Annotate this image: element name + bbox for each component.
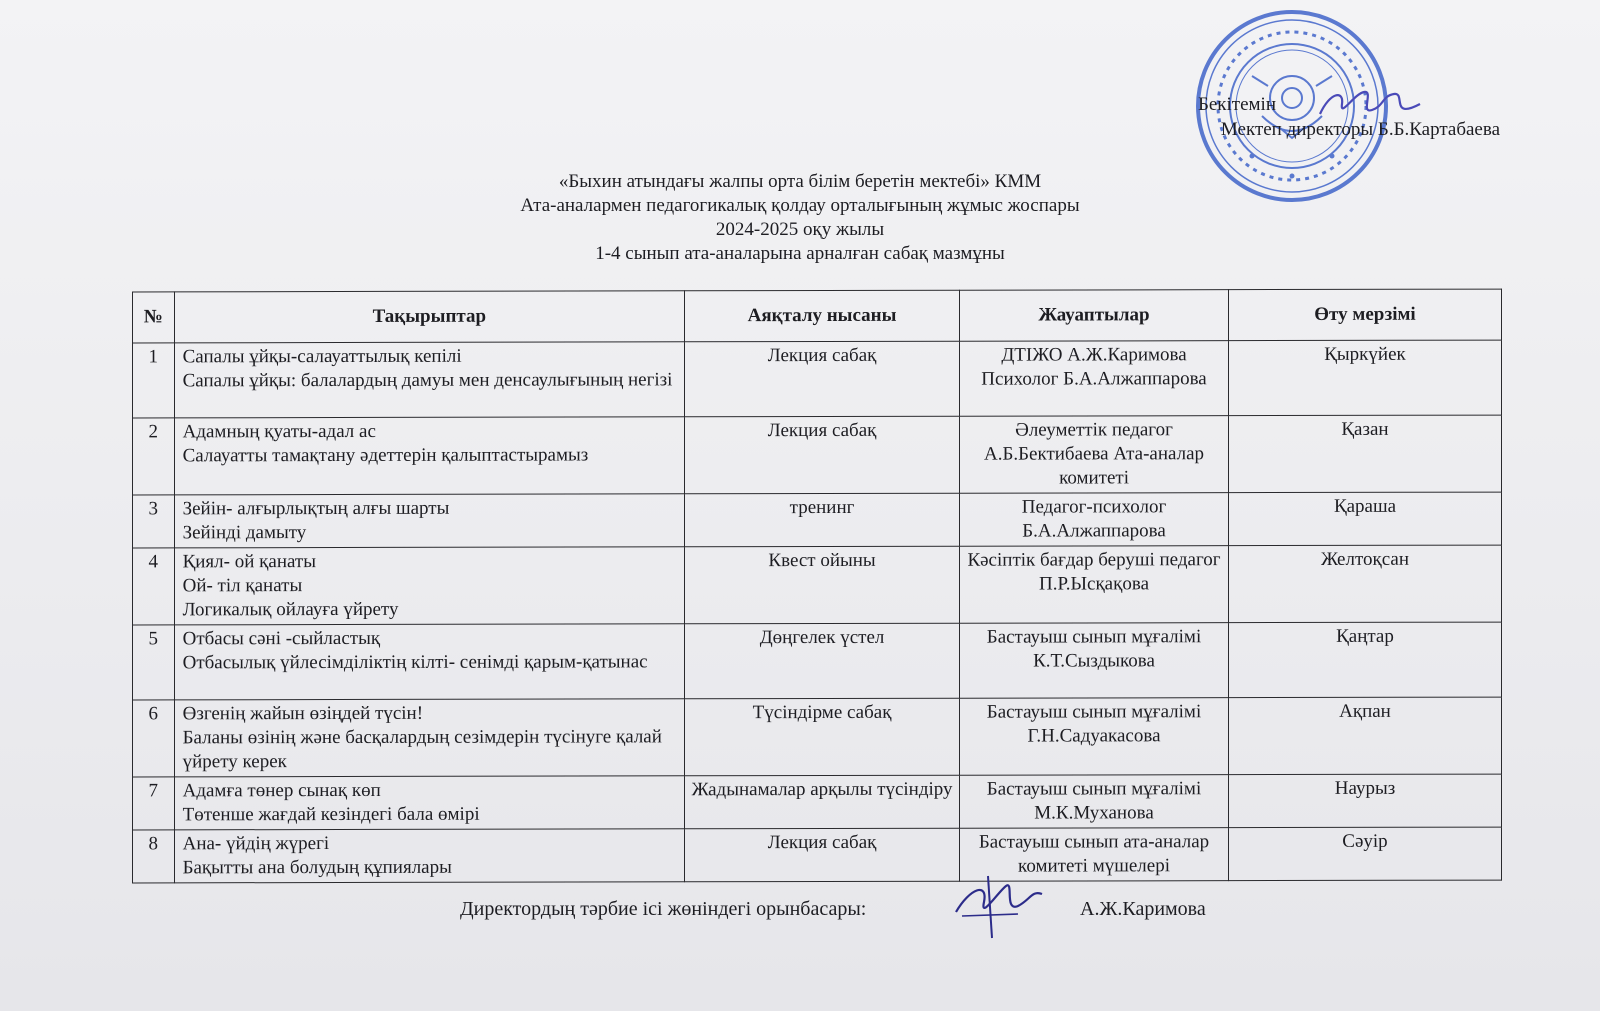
row-topic [174,494,684,548]
header-responsible: Жауаптылар [960,290,1229,342]
row-responsible: Кәсіптік бағдар беруші педагог П.Р.Ысқақова [960,546,1229,624]
header-topics: Тақырыптар [174,291,684,343]
row-date: Ақпан [1228,697,1501,775]
row-date: Қыркүйек [1228,340,1501,416]
row-responsible: Педагог-психолог Б.А.Алжаппарова [960,493,1229,547]
table-row [133,827,1502,883]
topic-line: Зейін- алғырлықтың алғы шарты [182,497,450,520]
row-date: Қазан [1228,415,1501,493]
row-responsible: Бастауыш сынып мұғалімі М.К.Муханова [960,775,1229,829]
topic-line: Ой- тіл қанаты [182,575,303,597]
row-responsible: Әлеуметтік педагог А.Б.Бектибаева Ата-аналар комитеті [960,416,1229,494]
header-form: Аяқталу нысаны [685,290,960,342]
row-form: Лекция сабақ [685,416,960,494]
row-form: Лекция сабақ [685,341,960,417]
plan-table [132,289,1502,884]
academic-year: 2024-2025 оқу жылы [715,219,885,240]
topic-line: Төтенше жағдай кезіндегі бала өмірі [182,803,480,826]
table-header-row [133,289,1502,343]
header-date: Өту мерзімі [1228,289,1501,341]
plan-table-wrapper [132,289,1512,884]
topic-line: Салауатты тамақтану әдеттерін қалыптастырамыз [182,444,589,467]
row-date: Желтоқсан [1228,545,1501,623]
document-subtitle: 1-4 сынып ата-аналарына арналған сабақ мазмұны [595,243,1005,264]
topic-line: Баланы өзінің және басқалардың сезімдерін түсінуге қалай үйрету керек [182,726,662,773]
deputy-name: А.Ж.Каримова [1080,898,1206,920]
table-row [133,622,1502,700]
row-number: 2 [133,418,175,495]
row-responsible: ДТІЖО А.Ж.Каримова Психолог Б.А.Алжаппарова [960,341,1229,417]
row-responsible: Бастауыш сынып ата-аналар комитеті мүшелері [960,828,1229,882]
row-number: 8 [133,830,175,883]
school-title: «Быхин атындағы жалпы орта білім беретін мектебі» КММ [558,171,1042,192]
topic-line: Бақытты ана болудың құпиялары [182,856,452,879]
row-number: 4 [133,548,175,625]
row-form: тренинг [685,493,960,547]
row-responsible: Бастауыш сынып мұғалімі К.Т.Сыздыкова [960,623,1229,699]
table-row [133,774,1502,830]
row-topic [174,547,684,625]
row-topic [174,699,684,777]
topic-line: Сапалы ұйқы: балалардың дамуы мен денсаулығының негізі [182,369,673,392]
row-topic [174,776,684,830]
topic-line: Логикалық ойлауға үйрету [182,598,399,621]
row-date: Қаңтар [1228,622,1501,698]
row-topic [174,342,684,418]
topic-line: Қиял- ой қанаты [182,551,316,573]
header-num: № [133,292,175,343]
row-form: Түсіндірме сабақ [685,698,960,776]
deputy-role: Директордың тәрбие ісі жөніндегі орынбасары: [460,898,867,920]
approval-line2: Мектеп директоры Б.Б.Картабаева [1220,119,1500,140]
table-row [133,492,1502,548]
topic-line: Сапалы ұйқы-салауаттылық кепілі [182,345,462,368]
row-number: 6 [133,700,175,777]
topic-line: Зейінді дамыту [182,522,307,544]
row-date: Қараша [1228,492,1501,546]
deputy-signature-icon [948,868,1048,944]
row-form: Жадынамалар арқылы түсіндіру [685,775,960,829]
plan-title: Ата-аналармен педагогикалық қолдау орталығының жұмыс жоспары [520,195,1080,216]
table-row [133,340,1502,418]
document-headings [300,170,1300,266]
row-form: Лекция сабақ [685,828,960,882]
table-row [133,545,1502,625]
row-number: 1 [133,343,175,418]
topic-line: Адамның қуаты-адал ас [182,420,376,443]
approval-line1: Бекітемін [1197,94,1276,115]
row-date: Наурыз [1228,774,1501,828]
director-signature-icon [1310,84,1430,130]
table-row [133,415,1502,495]
row-date: Сәуір [1228,827,1501,881]
row-responsible: Бастауыш сынып мұғалімі Г.Н.Садуакасова [960,698,1229,776]
topic-line: Ана- үйдің жүрегі [182,833,330,855]
topic-line: Отбасылық үйлесімділіктің кілті- сенімді қарым-қатынас [182,651,648,674]
row-form: Квест ойыны [685,546,960,624]
row-number: 5 [133,625,175,700]
footer-signature-line [460,898,1260,921]
table-row [133,697,1502,777]
row-form: Дөңгелек үстел [685,623,960,699]
topic-line: Өзгенің жайын өзіңдей түсін! [182,702,424,725]
row-topic [174,829,684,883]
topic-line: Отбасы сәні -сыйластық [182,627,381,650]
row-topic [174,417,684,495]
row-topic [174,624,684,700]
row-number: 7 [133,777,175,830]
topic-line: Адамға төнер сынақ көп [182,779,381,802]
row-number: 3 [133,495,175,548]
